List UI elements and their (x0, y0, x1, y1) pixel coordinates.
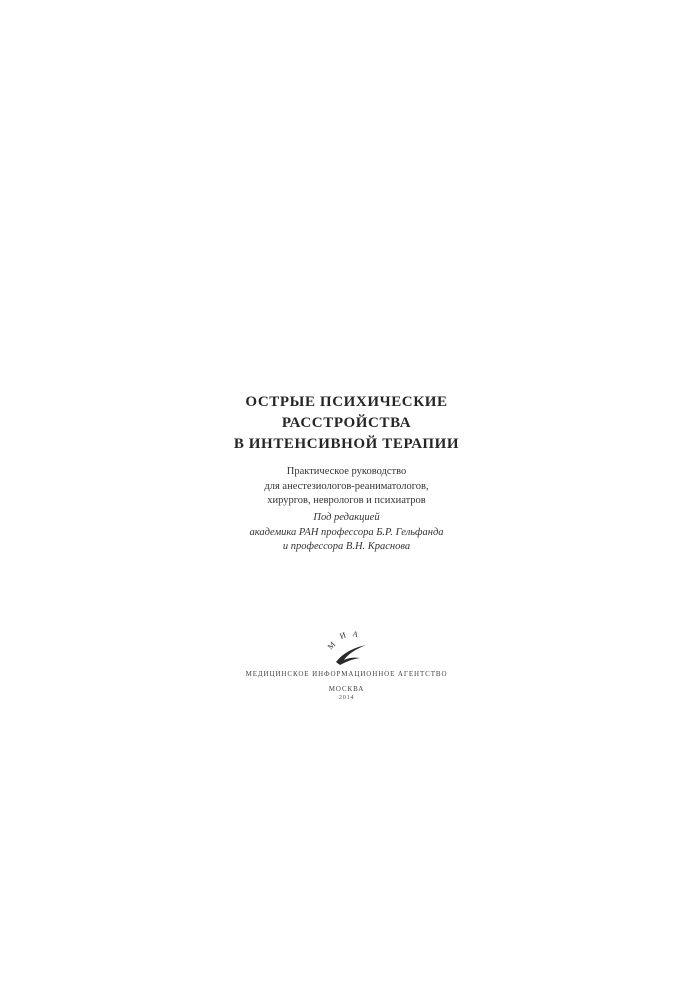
editors-line-2: академика РАН профессора Б.Р. Гельфанда (249, 526, 444, 538)
book-subtitle-line-3: хирургов, неврологов и психиатров (267, 495, 426, 506)
publication-year: 2014 (338, 694, 355, 701)
mia-publisher-logo-icon (326, 627, 370, 667)
svg-text:И: И (338, 630, 348, 641)
book-title-line-3: В ИНТЕНСИВНОЙ ТЕРАПИИ (233, 436, 460, 452)
book-title (0, 392, 693, 455)
publisher-city: МОСКВА (328, 685, 365, 693)
editors-line-3: и профессора В.Н. Краснова (282, 541, 411, 552)
publisher-name: МЕДИЦИНСКОЕ ИНФОРМАЦИОННОЕ АГЕНТСТВО (245, 670, 448, 678)
editors (0, 511, 693, 555)
editors-line-1: Под редакцией (313, 512, 380, 523)
book-subtitle (0, 465, 693, 509)
book-title-line-1: ОСТРЫЕ ПСИХИЧЕСКИЕ (245, 394, 448, 410)
svg-text:А: А (351, 629, 360, 640)
book-subtitle-line-2: для анестезиологов-реаниматологов, (264, 480, 429, 492)
book-subtitle-line-1: Практическое руководство (286, 466, 407, 477)
svg-text:М: М (326, 640, 338, 652)
book-title-line-2: РАССТРОЙСТВА (281, 415, 412, 431)
